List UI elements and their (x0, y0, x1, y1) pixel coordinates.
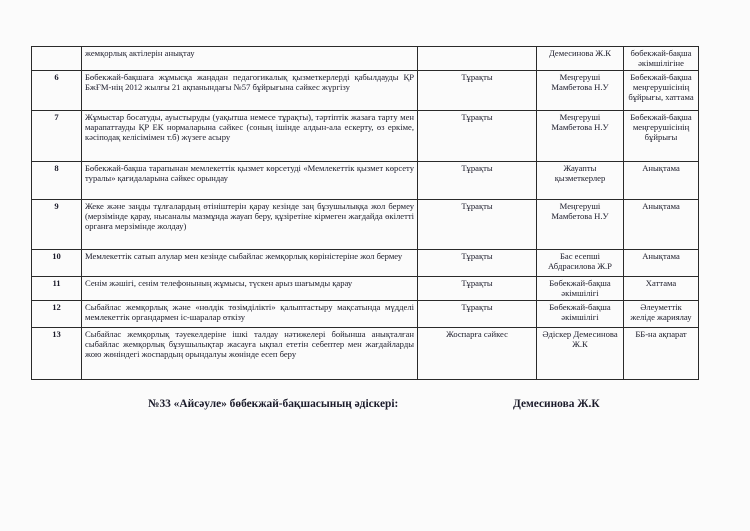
row-number: 13 (32, 328, 82, 380)
row-task: Бөбекжай-бақшаға жұмысқа жаңадан педагогикалық қызметкерлерді қабылдауды ҚР БжҒМ-нің 2012 жылғы 21 ақпанындағы №57 бұйрығына сәйкес жүргізу (82, 71, 418, 111)
row-term: Тұрақты (418, 71, 537, 111)
row-number (32, 47, 82, 71)
row-completion-form: Анықтама (624, 162, 699, 200)
row-term: Жоспарға сәйкес (418, 328, 537, 380)
table-row (32, 277, 699, 301)
row-number: 7 (32, 111, 82, 162)
row-number: 11 (32, 277, 82, 301)
row-task: Жеке және заңды тұлғалардың өтініштерін қарау кезінде заң бұзушылыққа жол бермеу (мерзімінде қарау, нысаналы мазмұнда жауап беру, құзіретіне кірмеген жағдайда өкілетті органға мерзімінде жолдау) (82, 200, 418, 250)
row-number: 8 (32, 162, 82, 200)
row-term: Тұрақты (418, 111, 537, 162)
row-responsible: Меңгеруші Мамбетова Н.У (537, 71, 624, 111)
row-responsible: Бөбекжай-бақша әкімшілігі (537, 301, 624, 328)
row-task: Бөбекжай-бақша тарапынан мемлекеттік қызмет көрсетуді «Мемлекеттік қызмет көрсету туралы» қағидаларына сәйкес орындау (82, 162, 418, 200)
row-number: 6 (32, 71, 82, 111)
row-task: жемқорлық актілерін анықтау (82, 47, 418, 71)
table-row (32, 111, 699, 162)
table-row (32, 328, 699, 380)
row-completion-form: Бөбекжай-бақша меңгерушісінің бұйрығы (624, 111, 699, 162)
row-responsible: Әдіскер Демесинова Ж.К (537, 328, 624, 380)
row-completion-form: ББ-на ақпарат (624, 328, 699, 380)
row-task: Сенім жәшігі, сенім телефонының жұмысы, түскен арыз шағымды қарау (82, 277, 418, 301)
row-completion-form: Анықтама (624, 250, 699, 277)
row-completion-form: бөбекжай-бақша әкімшілігіне (624, 47, 699, 71)
row-term (418, 47, 537, 71)
row-term: Тұрақты (418, 162, 537, 200)
row-completion-form: Бөбекжай-бақша меңгерушісінің бұйрығы, хаттама (624, 71, 699, 111)
action-plan-table (31, 46, 699, 380)
row-number: 12 (32, 301, 82, 328)
row-completion-form: Хаттама (624, 277, 699, 301)
row-term: Тұрақты (418, 200, 537, 250)
row-responsible: Жауапты қызметкерлер (537, 162, 624, 200)
table-row (32, 200, 699, 250)
row-term: Тұрақты (418, 277, 537, 301)
row-term: Тұрақты (418, 250, 537, 277)
row-number: 9 (32, 200, 82, 250)
row-task: Сыбайлас жемқорлық тәуекелдеріне ішкі талдау нәтижелері бойынша анықталған сыбайлас жемқорлық бұзушылықтар жасауға ықпал ететін себептер мен жағдайларды жою жөніндегі жоспардың орындалуы жөнінде есеп беру (82, 328, 418, 380)
row-term: Тұрақты (418, 301, 537, 328)
row-task: Жұмыстар босатуды, ауыстыруды (уақытша немесе тұрақты), тәртіптік жазаға тарту мен марапаттауды ҚР ЕК нормаларына сәйкес (соның ішінде алдын-ала ескерту, өз еркіме, кәсіподақ келісімімен т.б) жүзеге асыру (82, 111, 418, 162)
row-task: Сыбайлас жемқорлық және «нөлдік төзімділікті» қалыптастыру мақсатында мүдделі мемлекеттік органдармен іс-шаралар өткізу (82, 301, 418, 328)
row-responsible: Бөбекжай-бақша әкімшілігі (537, 277, 624, 301)
table-row (32, 71, 699, 111)
row-number: 10 (32, 250, 82, 277)
table-row (32, 250, 699, 277)
row-completion-form: Анықтама (624, 200, 699, 250)
row-responsible: Демесинова Ж.К (537, 47, 624, 71)
row-responsible: Меңгеруші Мамбетова Н.У (537, 111, 624, 162)
table-row (32, 301, 699, 328)
row-completion-form: Әлеуметтік желіде жариялау (624, 301, 699, 328)
table-row (32, 47, 699, 71)
signature-name: Демесинова Ж.К (513, 398, 600, 410)
signature-title: №33 «Айсәуле» бөбекжай-бақшасының әдіскері: (148, 398, 399, 410)
row-responsible: Бас есепші Абдрасилова Ж.Р (537, 250, 624, 277)
row-task: Мемлекеттік сатып алулар мен кезінде сыбайлас жемқорлық көріністеріне жол бермеу (82, 250, 418, 277)
table-row (32, 162, 699, 200)
row-responsible: Меңгеруші Мамбетова Н.У (537, 200, 624, 250)
